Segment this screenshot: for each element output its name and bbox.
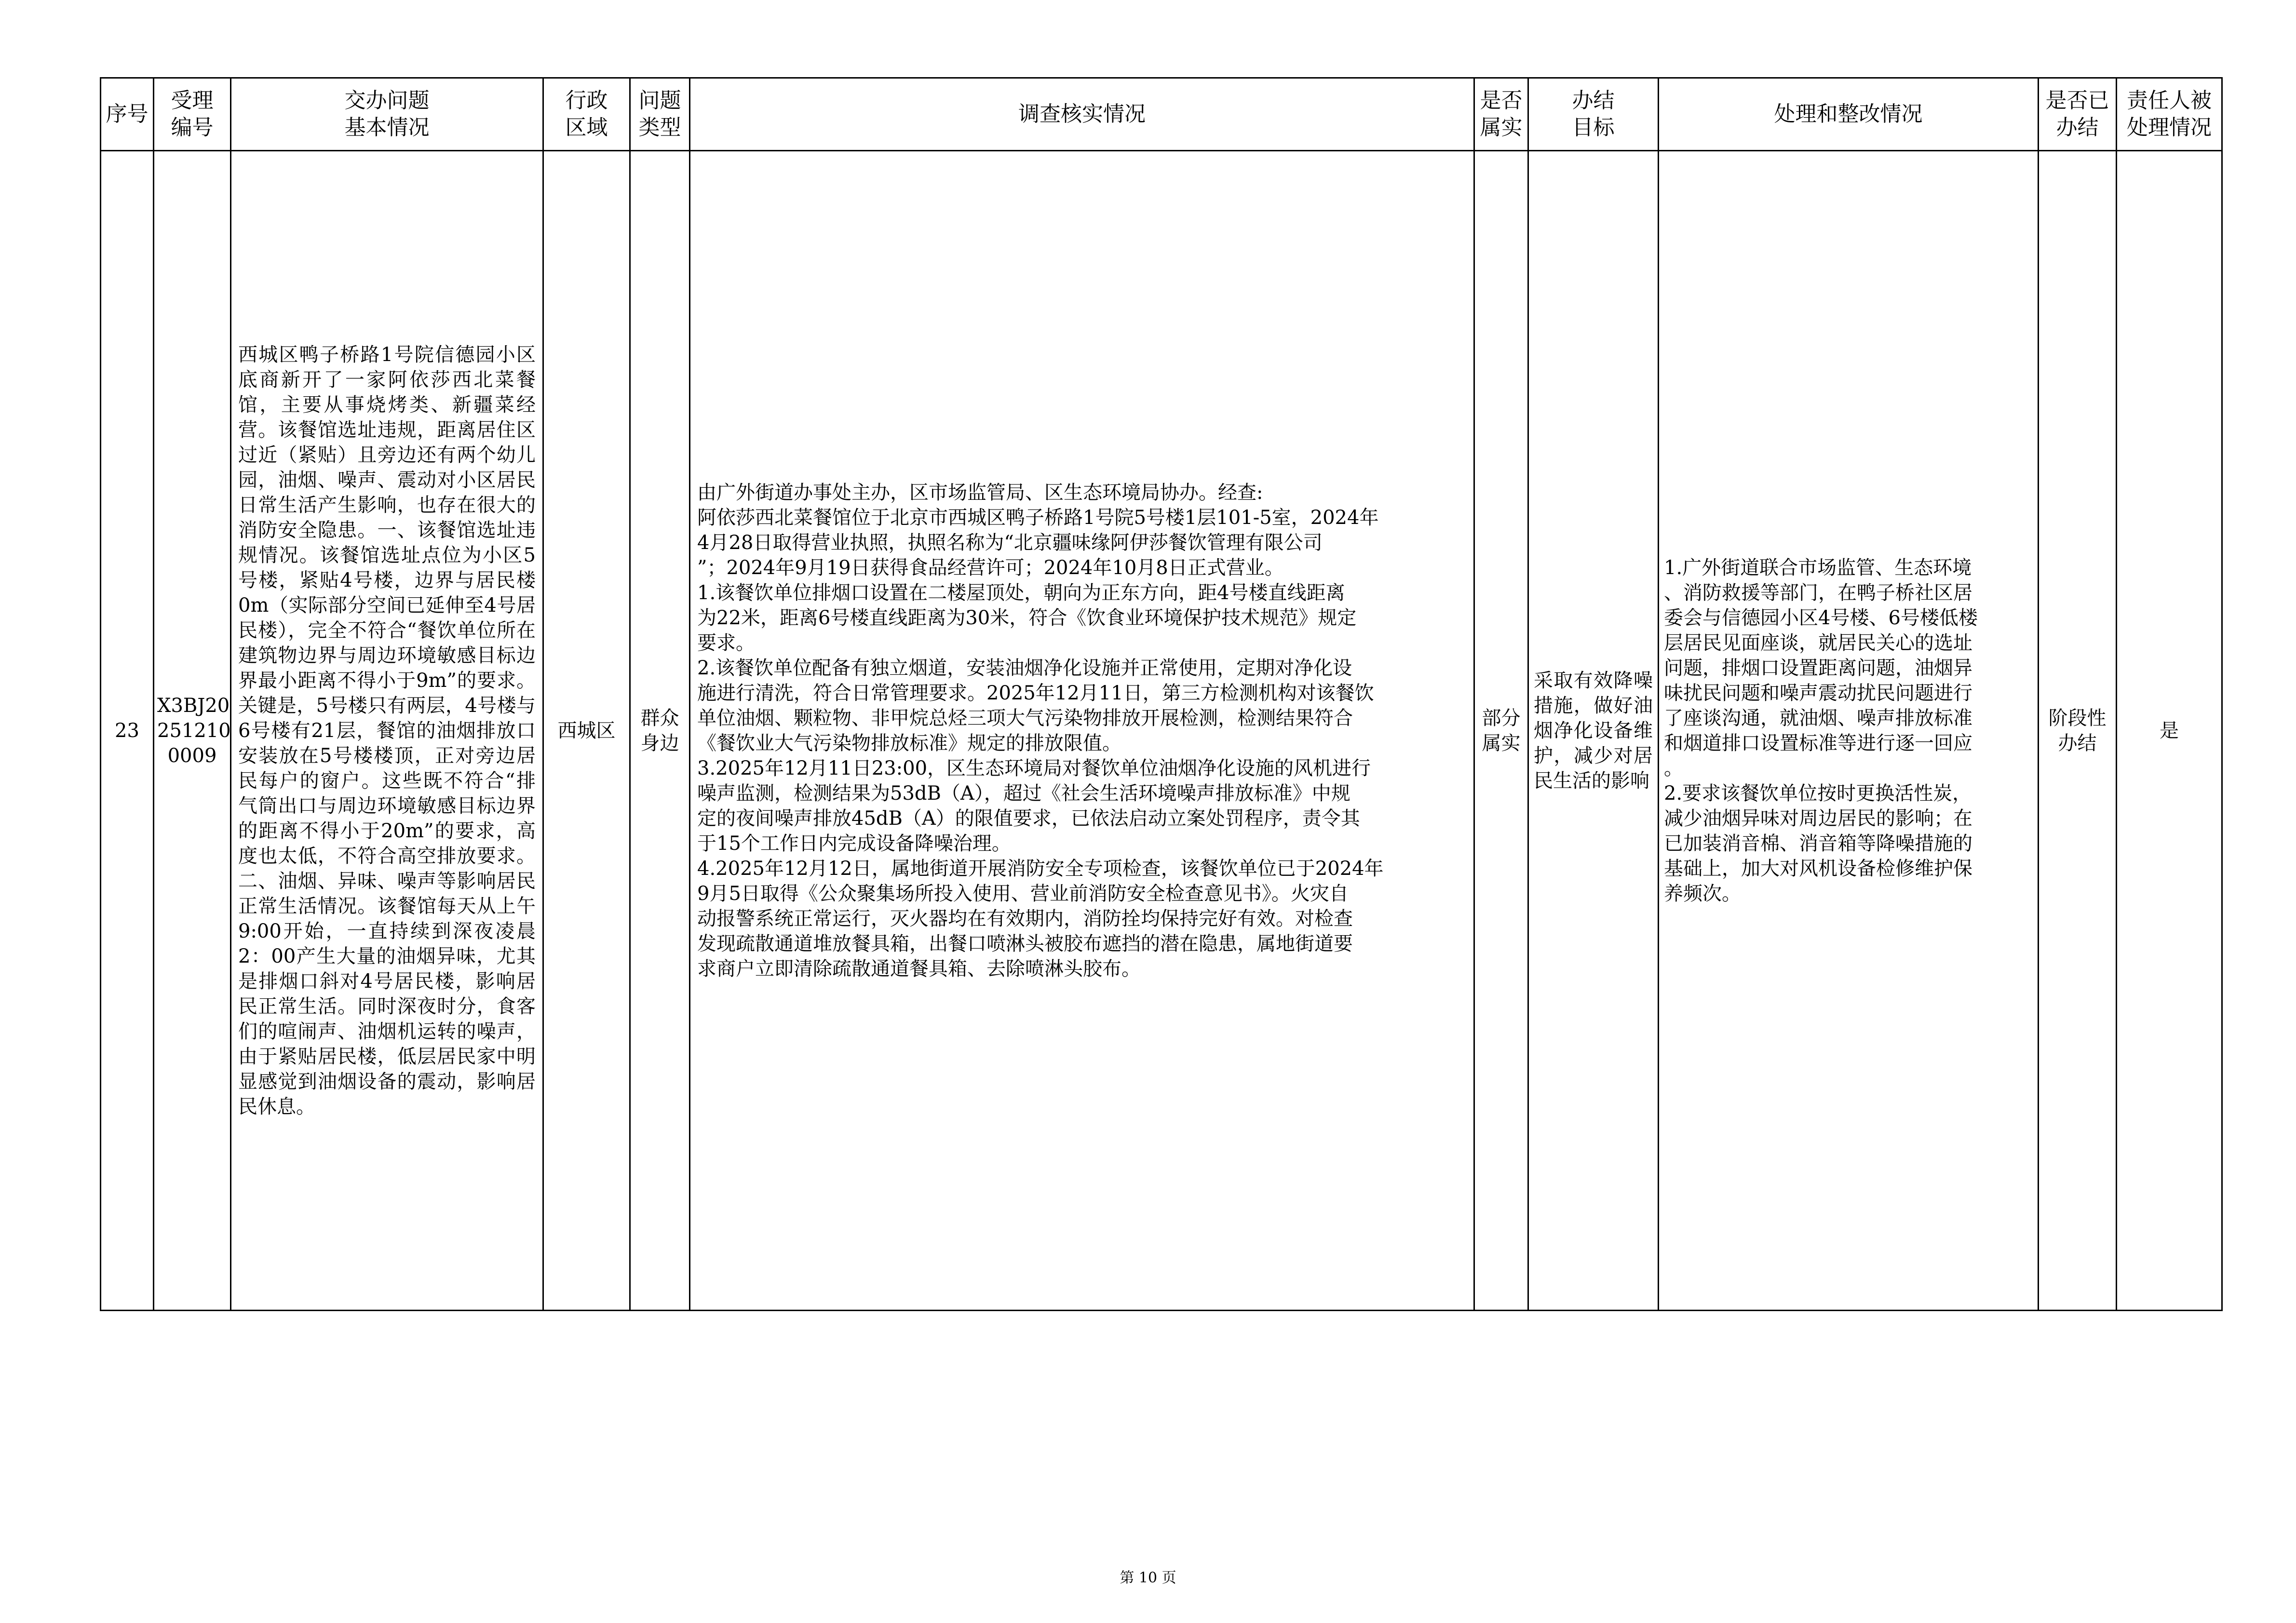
header-handling: 处理和整改情况 xyxy=(1659,78,2039,151)
header-investigation: 调查核实情况 xyxy=(690,78,1474,151)
case-table xyxy=(100,77,2223,1311)
cell-type: 群众 身边 xyxy=(630,151,690,1311)
cell-handling: 1.广外街道联合市场监管、生态环境 、消防救援等部门，在鸭子桥社区居 委会与信德园小区4号楼、6号楼低楼 层居民见面座谈，就居民关心的选址 问题，排烟口设置距离问题，油烟异 味扰民问题和噪声震动扰民问题进行 了座谈沟通，就油烟、噪声排放标准 和烟道排口设置标准等进行逐一回应 。 2.要求该餐饮单位按时更换活性炭， 减少油烟异味对周边居民的影响；在 已加装消音棉、消音箱等降噪措施的 基础上，加大对风机设备检修维护保 养频次。 xyxy=(1659,151,2039,1311)
cell-goal: 采取有效降噪措施，做好油烟净化设备维护，减少对居民生活的影响 xyxy=(1528,151,1659,1311)
cell-case-no: X3BJ20 251210 0009 xyxy=(154,151,231,1311)
cell-district: 西城区 xyxy=(543,151,630,1311)
cell-seq: 23 xyxy=(101,151,154,1311)
cell-verified: 部分 属实 xyxy=(1474,151,1528,1311)
header-seq: 序号 xyxy=(101,78,154,151)
header-closed: 是否已 办结 xyxy=(2039,78,2117,151)
header-type: 问题 类型 xyxy=(630,78,690,151)
header-case-no: 受理 编号 xyxy=(154,78,231,151)
header-row xyxy=(101,78,2222,151)
cell-issue: 西城区鸭子桥路1号院信德园小区底商新开了一家阿依莎西北菜餐馆，主要从事烧烤类、新疆菜经营。该餐馆选址违规，距离居住区过近（紧贴）且旁边还有两个幼儿园，油烟、噪声、震动对小区居民日常生活产生影响，也存在很大的消防安全隐患。一、该餐馆选址违规情况。该餐馆选址点位为小区5号楼，紧贴4号楼，边界与居民楼0m（实际部分空间已延伸至4号居民楼），完全不符合“餐饮单位所在建筑物边界与周边环境敏感目标边界最小距离不得小于9m”的要求。关键是，5号楼只有两层，4号楼与6号楼有21层，餐馆的油烟排放口安装放在5号楼楼顶，正对旁边居民每户的窗户。这些既不符合“排气筒出口与周边环境敏感目标边界的距离不得小于20m”的要求，高度也太低，不符合高空排放要求。二、油烟、异味、噪声等影响居民正常生活情况。该餐馆每天从上午9:00开始，一直持续到深夜凌晨2：00产生大量的油烟异味，尤其是排烟口斜对4号居民楼，影响居民正常生活。同时深夜时分，食客们的喧闹声、油烟机运转的噪声，由于紧贴居民楼，低层居民家中明显感觉到油烟设备的震动，影响居民休息。 xyxy=(231,151,543,1311)
header-goal: 办结 目标 xyxy=(1528,78,1659,151)
cell-accountability: 是 xyxy=(2117,151,2222,1311)
header-issue: 交办问题 基本情况 xyxy=(231,78,543,151)
page-number: 第 10 页 xyxy=(1120,1569,1176,1586)
cell-closed: 阶段性 办结 xyxy=(2039,151,2117,1311)
header-accountability: 责任人被 处理情况 xyxy=(2117,78,2222,151)
header-verified: 是否 属实 xyxy=(1474,78,1528,151)
header-district: 行政 区域 xyxy=(543,78,630,151)
cell-investigation: 由广外街道办事处主办，区市场监管局、区生态环境局协办。经查: 阿依莎西北菜餐馆位于北京市西城区鸭子桥路1号院5号楼1层101-5室，2024年 4月28日取得营业执照，执照名称为“北京疆味缘阿伊莎餐饮管理有限公司 ”；2024年9月19日获得食品经营许可；2024年10月8日正式营业。 1.该餐饮单位排烟口设置在二楼屋顶处，朝向为正东方向，距4号楼直线距离 为22米，距离6号楼直线距离为30米，符合《饮食业环境保护技术规范》规定 要求。 2.该餐饮单位配备有独立烟道，安装油烟净化设施并正常使用，定期对净化设 施进行清洗，符合日常管理要求。2025年12月11日，第三方检测机构对该餐饮 单位油烟、颗粒物、非甲烷总烃三项大气污染物排放开展检测，检测结果符合 《餐饮业大气污染物排放标准》规定的排放限值。 3.2025年12月11日23:00，区生态环境局对餐饮单位油烟净化设施的风机进行 噪声监测，检测结果为53dB（A），超过《社会生活环境噪声排放标准》中规 定的夜间噪声排放45dB（A）的限值要求，已依法启动立案处罚程序，责令其 于15个工作日内完成设备降噪治理。 4.2025年12月12日，属地街道开展消防安全专项检查，该餐饮单位已于2024年 9月5日取得《公众聚集场所投入使用、营业前消防安全检查意见书》。火灾自 动报警系统正常运行，灭火器均在有效期内，消防拴均保持完好有效。对检查 发现疏散通道堆放餐具箱，出餐口喷淋头被胶布遮挡的潜在隐患，属地街道要 求商户立即清除疏散通道餐具箱、去除喷淋头胶布。 xyxy=(690,151,1474,1311)
table-row xyxy=(101,151,2222,1311)
